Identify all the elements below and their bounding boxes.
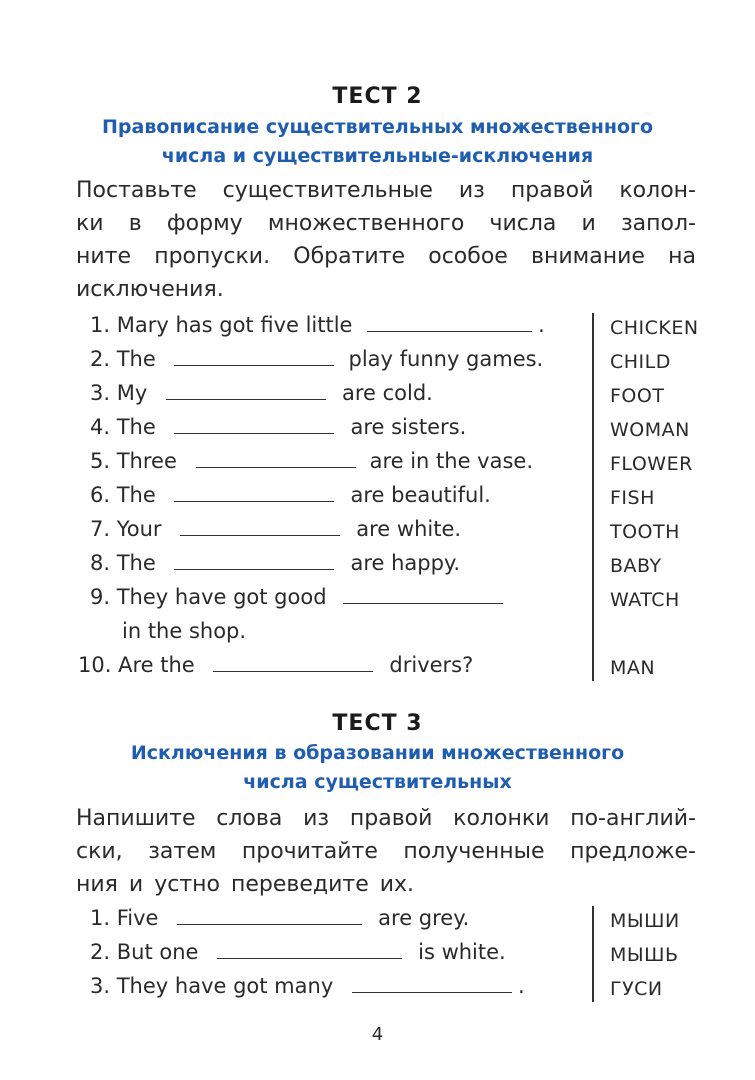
item-text-before: Mary has got five little <box>116 313 353 337</box>
test2-instruction-line: исключения. <box>76 277 224 302</box>
test2-item-10 <box>78 653 473 677</box>
item-number: 2. <box>90 347 111 371</box>
word-chicken: CHICKEN <box>610 317 699 339</box>
test2-instruction-line: ните пропуски. Обратите особое внимание на <box>76 244 696 269</box>
test2-item-8 <box>90 551 460 575</box>
item-text-before: Your <box>116 517 162 541</box>
answer-blank[interactable] <box>213 670 373 672</box>
item-number: 6. <box>90 483 111 507</box>
answer-blank[interactable] <box>174 432 334 434</box>
item-text-before: Are the <box>118 653 195 677</box>
item-number: 5. <box>90 449 111 473</box>
test3-item-2 <box>90 940 506 964</box>
item-number: 7. <box>90 517 111 541</box>
test3-item-3 <box>90 974 525 998</box>
item-number: 3. <box>90 974 111 998</box>
item-text-after: are happy. <box>350 551 461 575</box>
test2-item-9 <box>90 585 503 609</box>
word-woman: WOMAN <box>610 419 690 441</box>
test3-subtitle-line1: Исключения в образовании множественного <box>130 742 625 764</box>
column-divider <box>592 906 594 1002</box>
word-foot: FOOT <box>610 385 665 407</box>
item-number: 4. <box>90 415 111 439</box>
answer-blank[interactable] <box>174 364 334 366</box>
item-text-after: are white. <box>356 517 462 541</box>
item-text-after: . <box>538 313 545 337</box>
test3-instruction-line: ния и устно переведите их. <box>76 872 415 897</box>
answer-blank[interactable] <box>166 398 326 400</box>
item-number: 8. <box>90 551 111 575</box>
answer-blank[interactable] <box>217 957 402 959</box>
item-text-after: is white. <box>418 940 506 964</box>
test2-item-6 <box>90 483 491 507</box>
answer-blank[interactable] <box>174 500 334 502</box>
test3-item-1 <box>90 906 469 930</box>
item-text-before: The <box>116 415 156 439</box>
column-divider <box>592 313 594 681</box>
word-mysh: МЫШЬ <box>610 944 679 966</box>
word-watch: WATCH <box>610 589 680 611</box>
item-text-after: are beautiful. <box>350 483 491 507</box>
test3-title: ТЕСТ 3 <box>332 711 423 736</box>
item-text-before: My <box>116 381 148 405</box>
answer-blank[interactable] <box>352 991 512 993</box>
item-text-after: are sisters. <box>350 415 467 439</box>
item-text-before: Three <box>116 449 177 473</box>
item-number: 1. <box>90 906 111 930</box>
test2-subtitle-line1: Правописание существительных множественного <box>102 116 653 138</box>
item-text-after: are grey. <box>378 906 470 930</box>
word-gusi: ГУСИ <box>610 978 663 1000</box>
answer-blank[interactable] <box>180 534 340 536</box>
word-flower: FLOWER <box>610 453 693 475</box>
test2-instruction-line: Поставьте существительные из правой колон- <box>76 178 696 203</box>
test2-item-3 <box>90 381 433 405</box>
page-number: 4 <box>371 1024 384 1045</box>
item-text-after: . <box>517 974 525 998</box>
item-number: 3. <box>90 381 111 405</box>
test2-item-4 <box>90 415 466 439</box>
answer-blank[interactable] <box>196 466 356 468</box>
test3-subtitle-line2: числа существительных <box>243 771 512 793</box>
word-myshi: МЫШИ <box>610 910 680 932</box>
item-text-before: They have got many <box>116 974 334 998</box>
answer-blank[interactable] <box>343 602 503 604</box>
item-text-before: But one <box>116 940 199 964</box>
test2-item-1 <box>90 313 545 337</box>
item-number: 2. <box>90 940 111 964</box>
word-tooth: TOOTH <box>610 521 680 543</box>
item-text-before: Five <box>116 906 159 930</box>
word-child: CHILD <box>610 351 671 373</box>
item-number: 9. <box>90 585 111 609</box>
item-number: 1. <box>90 313 111 337</box>
answer-blank[interactable] <box>174 568 334 570</box>
item-text-before: The <box>116 347 156 371</box>
item-text-before: The <box>116 551 156 575</box>
word-man: MAN <box>610 657 656 679</box>
word-fish: FISH <box>610 487 655 509</box>
test2-instruction-line: ки в форму множественного числа и запол- <box>76 211 696 236</box>
item-text-after: play funny games. <box>348 347 544 371</box>
item-text-after: are in the vase. <box>369 449 534 473</box>
item-number: 10. <box>78 653 112 677</box>
test2-item-9-continuation: in the shop. <box>122 619 247 643</box>
test3-instruction-line: Напишите слова из правой колонки по-англий- <box>76 806 696 831</box>
test2-subtitle-line2: числа и существительные-исключения <box>161 145 594 167</box>
test2-item-2 <box>90 347 543 371</box>
word-baby: BABY <box>610 555 662 577</box>
item-text-after: drivers? <box>389 653 474 677</box>
answer-blank[interactable] <box>177 923 362 925</box>
test2-title: ТЕСТ 2 <box>332 84 423 109</box>
test2-item-7 <box>90 517 461 541</box>
test2-item-5 <box>90 449 533 473</box>
test3-instruction-line: ски, затем прочитайте полученные предложе- <box>76 839 696 864</box>
answer-blank[interactable] <box>367 330 532 332</box>
item-text-before: They have got good <box>116 585 327 609</box>
item-text-before: The <box>116 483 156 507</box>
item-text-after: are cold. <box>341 381 433 405</box>
